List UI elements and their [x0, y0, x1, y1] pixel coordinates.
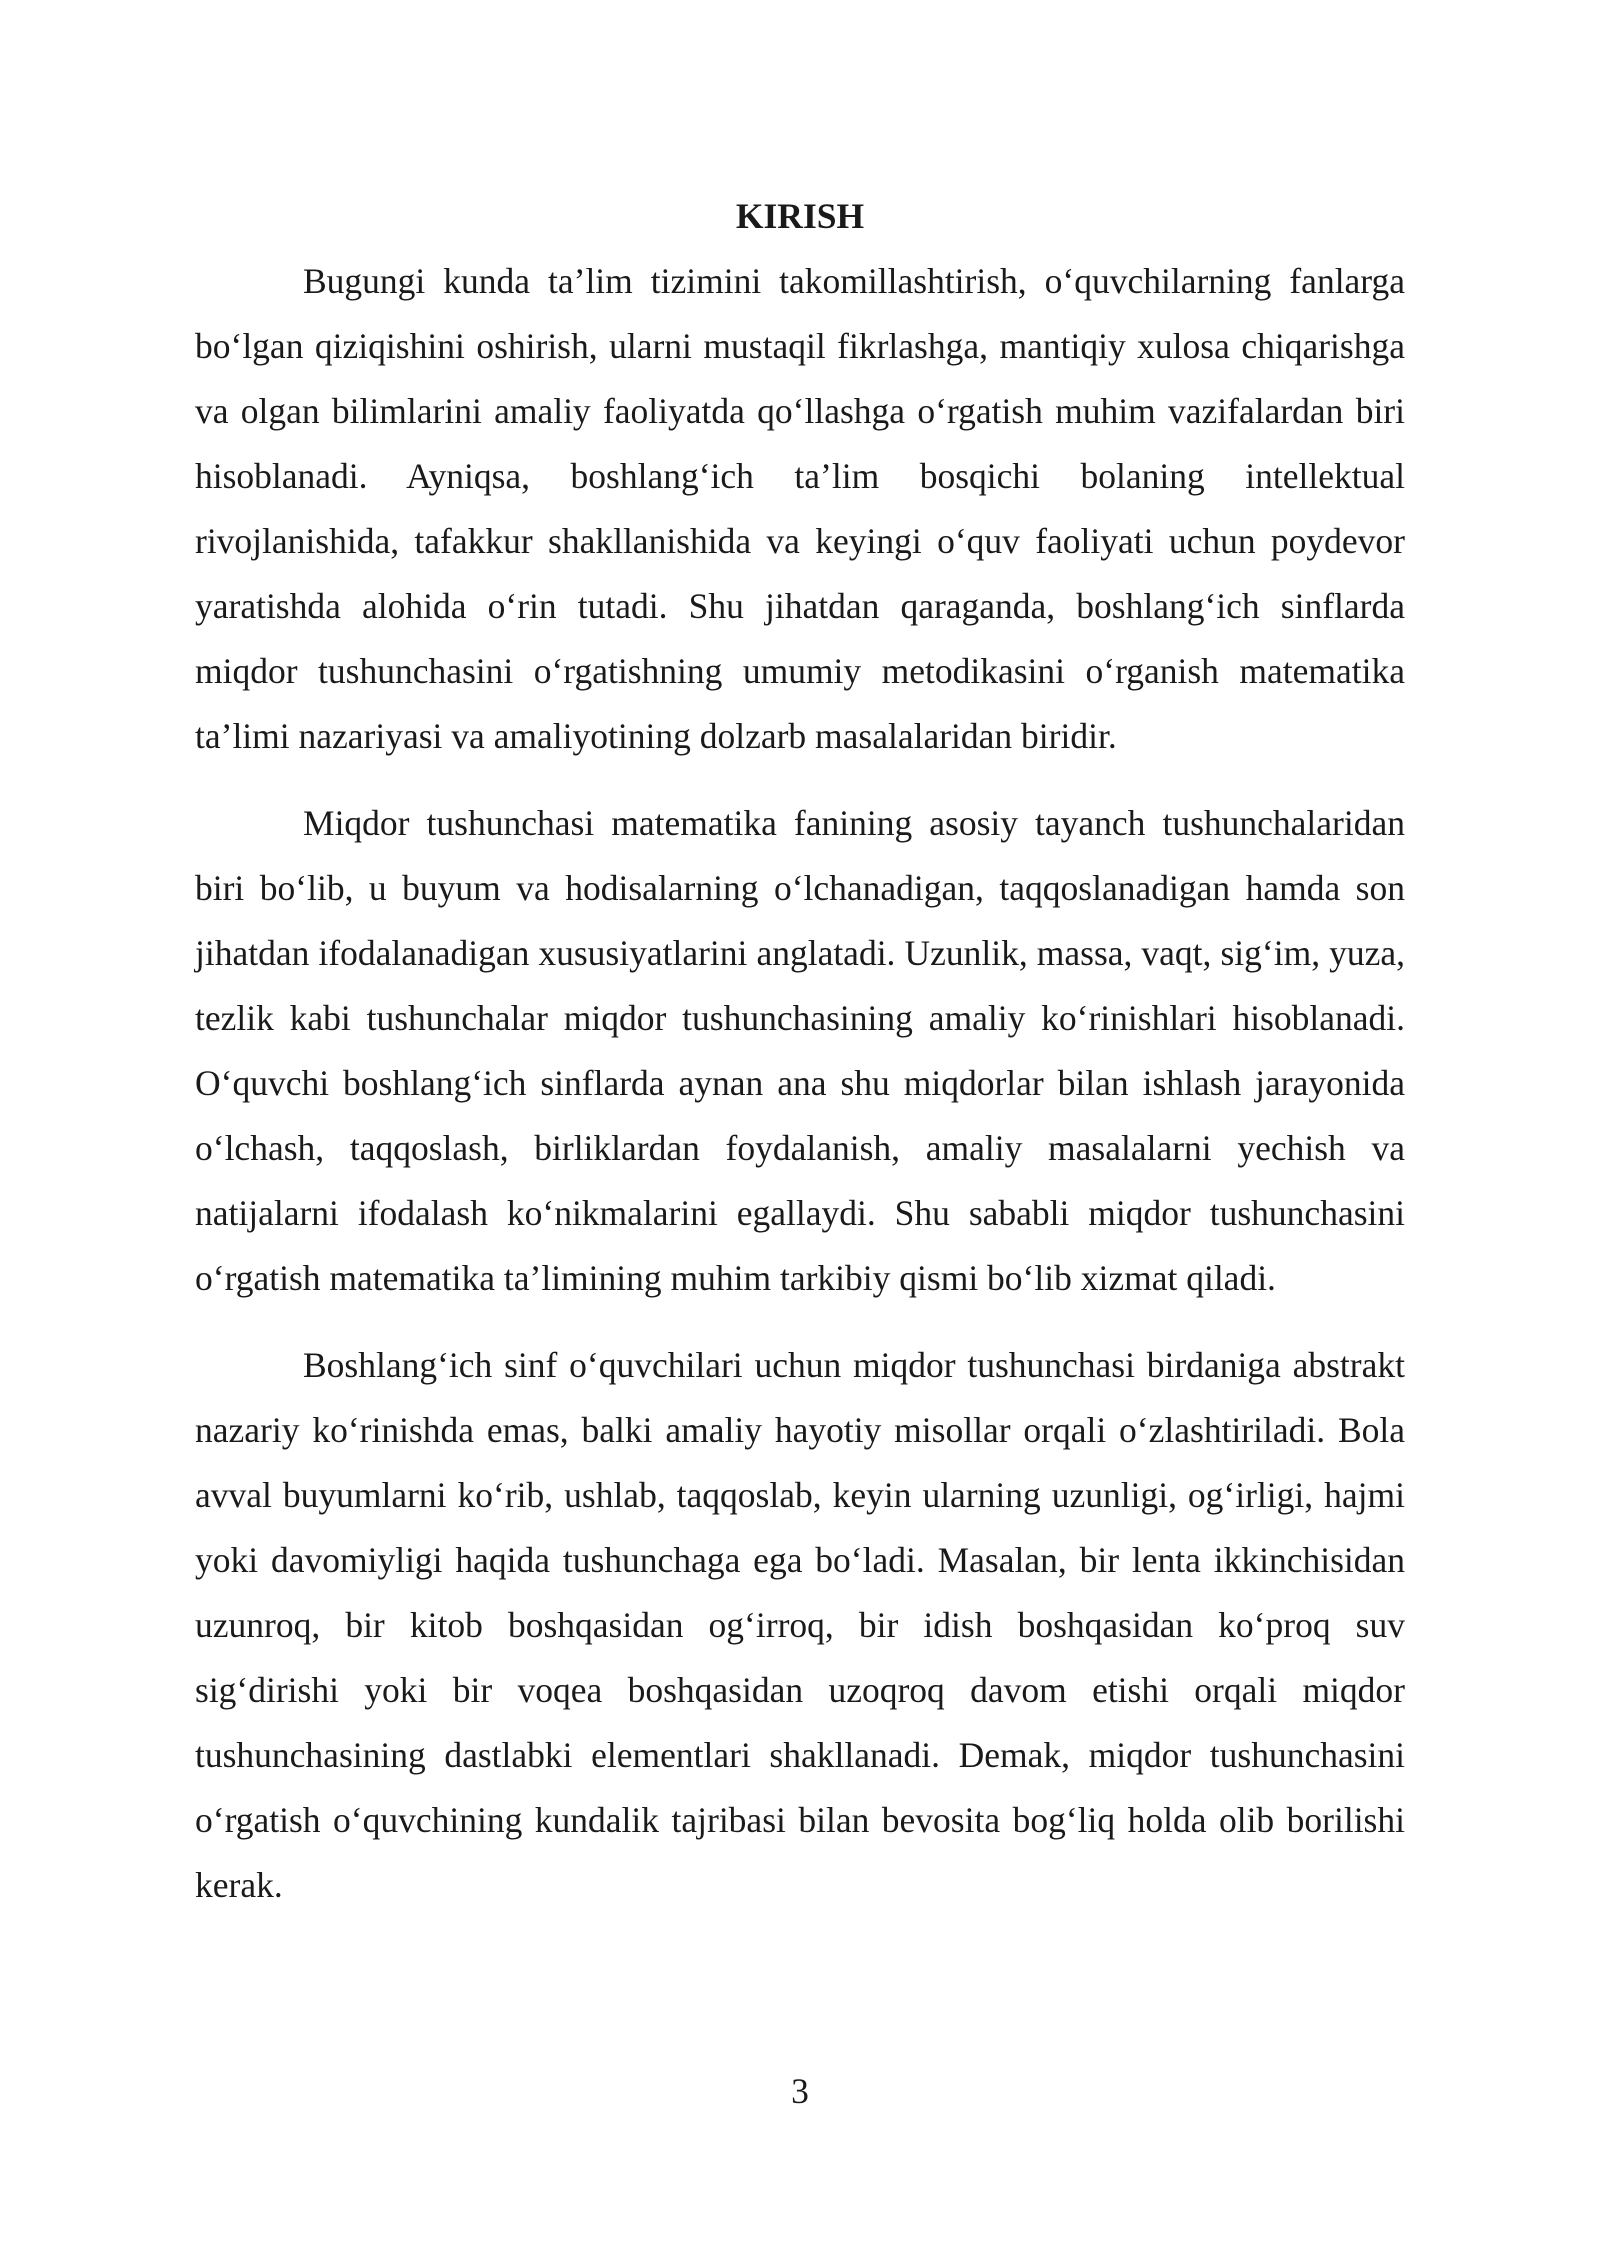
page-number: 3	[791, 2071, 809, 2111]
page-content	[195, 188, 1405, 1940]
section-title: KIRISH	[735, 196, 865, 236]
paragraph-2: Miqdor tushunchasi matematika fanining asosiy tayanch tushunchalaridan biri bo‘lib, u buyum va hodisalarning o‘lchanadigan, taqqoslanadigan hamda son jihatdan ifodalanadigan xususiyatlarini anglatadi. Uzunlik, massa, vaqt, sig‘im, yuza, tezlik kabi tushunchalar miqdor tushunchasining amaliy ko‘rinishlari hisoblanadi. O‘quvchi boshlang‘ich sinflarda aynan ana shu miqdorlar bilan ishlash jarayonida o‘lchash, taqqoslash, birliklardan foydalanish, amaliy masalalarni yechish va natijalarni ifodalash ko‘nikmalarini egallaydi. Shu sababli miqdor tushunchasini o‘rgatish matematika ta’limining muhim tarkibiy qismi bo‘lib xizmat qiladi.	[195, 803, 1405, 1298]
paragraph-3: Boshlang‘ich sinf o‘quvchilari uchun miqdor tushunchasi birdaniga abstrakt nazariy ko‘rinishda emas, balki amaliy hayotiy misollar orqali o‘zlashtiriladi. Bola avval buyumlarni ko‘rib, ushlab, taqqoslab, keyin ularning uzunligi, og‘irligi, hajmi yoki davomiyligi haqida tushunchaga ega bo‘ladi. Masalan, bir lenta ikkinchisidan uzunroq, bir kitob boshqasidan og‘irroq, bir idish boshqasidan ko‘proq suv sig‘dirishi yoki bir voqea boshqasidan uzoqroq davom etishi orqali miqdor tushunchasining dastlabki elementlari shakllanadi. Demak, miqdor tushunchasini o‘rgatish o‘quvchining kundalik tajribasi bilan bevosita bog‘liq holda olib borilishi kerak.	[195, 1345, 1405, 1905]
paragraph-1: Bugungi kunda ta’lim tizimini takomillashtirish, o‘quvchilarning fanlarga bo‘lgan qiziqishini oshirish, ularni mustaqil fikrlashga, mantiqiy xulosa chiqarishga va olgan bilimlarini amaliy faoliyatda qo‘llashga o‘rgatish muhim vazifalardan biri hisoblanadi. Ayniqsa, boshlang‘ich ta’lim bosqichi bolaning intellektual rivojlanishida, tafakkur shakllanishida va keyingi o‘quv faoliyati uchun poydevor yaratishda alohida o‘rin tutadi. Shu jihatdan qaraganda, boshlang‘ich sinflarda miqdor tushunchasini o‘rgatishning umumiy metodikasini o‘rganish matematika ta’limi nazariyasi va amaliyotining dolzarb masalalaridan biridir.	[195, 261, 1405, 756]
